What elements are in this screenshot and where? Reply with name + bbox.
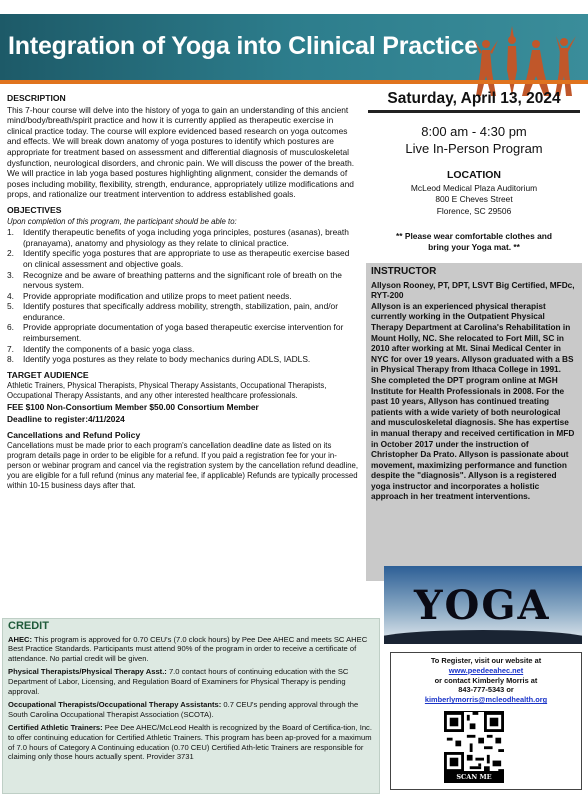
credit-item <box>8 723 374 761</box>
instructor-bio: Allyson is an experienced physical therapist currently working in the Outpatient Physical Therapy Department at Carolina's Rehabilitation in Mount Holly, NC. She relocated to Fort Mill, SC in 2010 after working at Mt. Sinai Medical Center in NYC for over 19 years. Allyson graduated with a BS in Physical Therapy from Ithaca College in 1991. She completed the DPT program online at MGH Institute for Health Professionals in 2008. For the past 10 years, Allyson has continued treating patients with a wide variety of both neurological and musculoskeletal diagnosis. She has expertise in manual therapy and received certification in MFD in October 2017 under the instruction of Christopher Da Prato. Allyson is passionate about movement, maximizing performance and function despite the "diagnosis". Allyson is a registered yoga instructor and incorporates a holistic approach in her treatment interventions. <box>371 300 575 502</box>
credit-label: Occupational Therapists/Occupational Therapy Assistants: <box>8 700 222 710</box>
refund-heading: Cancellations and Refund Policy <box>7 429 141 440</box>
refund-text: Cancellations must be made prior to each program's cancellation deadline date as listed on its program details page in order to be eligible for a refund. If you paid a registration fee for your in-person or webinar program and cancel via the registration system by the cancellation refund deadline, you are eligible for a full refund (minus any material fee, if applicable) Refunds are typically processed within 10-15 business days after that. <box>7 441 359 491</box>
location-heading: LOCATION <box>446 169 502 181</box>
website-link[interactable]: www.peedeeahec.net <box>448 665 524 675</box>
location-line: Florence, SC 29506 <box>436 205 512 216</box>
event-time <box>364 123 584 157</box>
objective-item <box>7 301 359 322</box>
credit-text: Pee Dee AHEC/McLeod Health is recognized by the Board of Certifica-tion, Inc. to offer continuing education for Certified Athletic Trainers. This program has been ap-proved for a maximum of 7.0 hours of Category A Continuing education (0.70 CEU) Certified Ath-letic Trainers are responsible for claiming only those hours actually spent. Provider 3731 <box>8 723 372 762</box>
description-text: This 7-hour course will delve into the history of yoga to gain an understanding of this ancient mind/body/breath/spirit practice and how it is currently applied as therapeutic exercise in clinical practice today. The course will explore evidenced based research on yoga outcomes and effects. We will break down anatomy of yoga postures to identify which postures are appropriate for treatment based on assessment and differential diagnosis of musculoskeletal dysfunction, neurological disorders, and chronic pain. We will discuss the power of the breath. We will practice in lab yoga based postures highlighting alignment, consider the demands of poses including mobility, flexibility, strength, endurance, appropriately utilize modifications and props, and rationalize our treatment intervention to address established goals. <box>7 104 355 200</box>
credit-text: 0.7 CEU's pending approval through the South Carolina Occupational Therapist Association (SCOTA). <box>8 700 359 719</box>
objective-number: 6. <box>7 322 14 333</box>
date-underline <box>368 110 580 113</box>
objective-number: 7. <box>7 343 14 354</box>
objectives-heading: OBJECTIVES <box>7 204 62 215</box>
objective-number: 1. <box>7 227 14 238</box>
register-contact: or contact Kimberly Morris at <box>434 675 538 685</box>
objective-item <box>7 227 359 248</box>
credit-box <box>2 618 380 794</box>
page-title: Integration of Yoga into Clinical Practice <box>8 32 478 60</box>
credit-label: AHEC: <box>8 634 33 644</box>
credit-label: Certified Athletic Trainers: <box>8 723 103 733</box>
objective-number: 3. <box>7 269 14 280</box>
register-box <box>390 652 582 790</box>
objective-text: Identify the components of a basic yoga class. <box>23 343 195 354</box>
instructor-heading: INSTRUCTOR <box>371 266 437 277</box>
objective-text: Identify specific yoga postures that are appropriate to use as therapeutic exercise based on clinical assessment and objective goals. <box>23 248 350 269</box>
objective-number: 8. <box>7 354 14 365</box>
location-line: McLeod Medical Plaza Auditorium <box>410 183 538 193</box>
yoga-word: YOGA <box>414 582 551 629</box>
audience-text: Athletic Trainers, Physical Therapists, Physical Therapy Assistants, Occupational Therapists, Occupational Therapy Assistants, and any other interested healthcare professionals. <box>7 381 327 401</box>
objective-item <box>7 344 359 355</box>
objective-number: 4. <box>7 290 14 301</box>
credit-heading: CREDIT <box>8 620 49 632</box>
location-address <box>364 183 584 217</box>
instructor-box <box>366 263 582 581</box>
event-format: Live In-Person Program <box>405 141 543 156</box>
audience-heading: TARGET AUDIENCE <box>7 369 89 380</box>
objective-item <box>7 354 359 365</box>
fee-line: FEE $100 Non-Consortium Member $50.00 Consortium Member <box>7 402 259 413</box>
objective-number: 2. <box>7 248 14 259</box>
yoga-image <box>384 566 582 644</box>
objective-text: Identify yoga postures as they relate to body mechanics during ADLS, IADLS. <box>23 354 311 365</box>
credit-item <box>8 667 374 696</box>
credit-item <box>8 635 374 664</box>
objective-item <box>7 248 359 269</box>
attire-line: bring your Yoga mat. ** <box>428 242 520 253</box>
attire-note <box>364 231 584 253</box>
objective-item <box>7 270 359 291</box>
attire-line: ** Please wear comfortable clothes and <box>396 231 552 242</box>
event-details <box>364 86 584 253</box>
location-line: 800 E Cheves Street <box>435 194 513 205</box>
credit-text: 7.0 contact hours of continuing education with the SC Department of Labor, Licensing, and Regulation Board of Examiners for Physical Therapy is pending approval. <box>8 667 349 696</box>
register-intro: To Register, visit our website at <box>430 656 542 665</box>
email-link[interactable]: kimberlymorris@mcleodhealth.org <box>424 695 548 705</box>
left-column <box>7 88 359 491</box>
objectives-list <box>7 227 359 365</box>
objective-item <box>7 291 359 302</box>
objectives-intro: Upon completion of this program, the participant should be able to: <box>7 216 237 226</box>
objective-text: Provide appropriate documentation of yoga based therapeutic exercise intervention for reimbursement. <box>23 322 344 344</box>
objective-number: 5. <box>7 301 14 312</box>
title-banner <box>0 14 588 80</box>
event-date: Saturday, April 13, 2024 <box>387 90 561 107</box>
objective-text: Recognize and be aware of breathing patterns and the significant role of breath on the nervous system. <box>23 269 342 291</box>
credit-text: This program is approved for 0.70 CEU's (7.0 clock hours) by Pee Dee AHEC and meets SC AHEC Best Practice Standards. Participants must attend 90% of the program in order to receive a certificate of attendance. No partial credit will be given. <box>8 634 368 663</box>
banner-divider <box>0 80 588 84</box>
objective-text: Provide appropriate modification and utilize props to meet patient needs. <box>23 290 292 301</box>
qr-code-icon[interactable] <box>444 711 504 773</box>
objective-text: Identify postures that specifically address mobility, strength, stabilization, pain, and/or endurance. <box>23 301 338 322</box>
deadline-line: Deadline to register:4/11/2024 <box>7 414 125 425</box>
instructor-name: Allyson Rooney, PT, DPT, LSVT Big Certified, MFDc, RYT-200 <box>371 279 575 301</box>
credit-item <box>8 700 374 719</box>
objective-text: Identify therapeutic benefits of yoga including yoga principles, postures (asanas), breath (pranayama), anatomy and physiology as they relate to clinical practice. <box>23 227 349 248</box>
credit-label: Physical Therapists/Physical Therapy Asst.: <box>8 667 167 677</box>
objective-item <box>7 322 359 343</box>
event-hours: 8:00 am - 4:30 pm <box>421 124 527 139</box>
register-phone: 843-777-5343 or <box>458 685 514 695</box>
scan-me-label: SCAN ME <box>444 771 504 783</box>
description-heading: DESCRIPTION <box>7 93 66 103</box>
